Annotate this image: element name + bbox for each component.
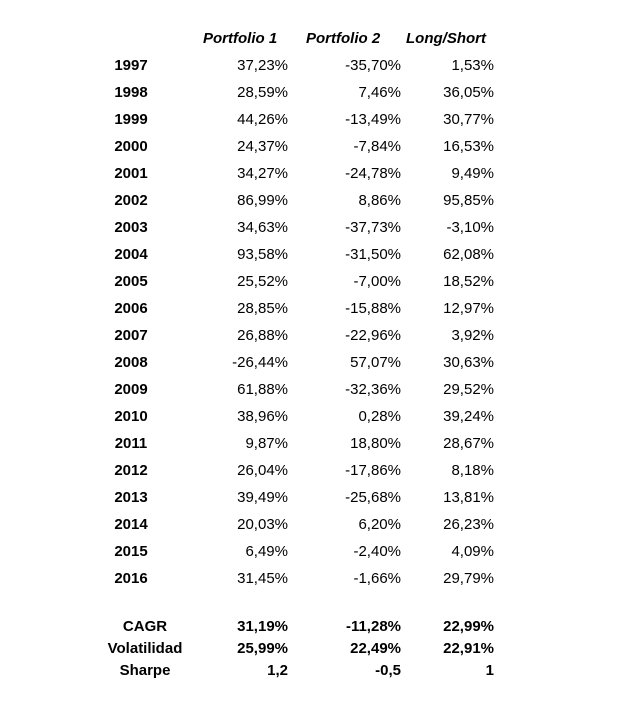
table-row <box>0 570 629 597</box>
portfolio-1-cell: 26,04% <box>237 462 288 479</box>
portfolio-2-cell: -37,73% <box>345 219 401 236</box>
portfolio-2-cell: 6,20% <box>358 516 401 533</box>
year-cell: 2015 <box>114 543 148 560</box>
year-cell: 2000 <box>114 138 148 155</box>
long-short-cell: 13,81% <box>443 489 494 506</box>
year-cell: 2011 <box>114 435 148 452</box>
header-portfolio-2: Portfolio 2 <box>306 30 381 47</box>
portfolio-1-cell: 31,45% <box>237 570 288 587</box>
table-row <box>0 246 629 273</box>
portfolio-2-cell: -35,70% <box>345 57 401 74</box>
portfolio-2-cell: -1,66% <box>353 570 401 587</box>
portfolio-2-cell: -7,84% <box>353 138 401 155</box>
table-row <box>0 138 629 165</box>
table-row <box>0 516 629 543</box>
long-short-cell: 36,05% <box>443 84 494 101</box>
table-header <box>0 30 629 50</box>
table-row <box>0 354 629 381</box>
year-cell: 2014 <box>114 516 148 533</box>
table-row <box>0 57 629 84</box>
table-row <box>0 219 629 246</box>
long-short-cell: 9,49% <box>451 165 494 182</box>
long-short-cell: 30,63% <box>443 354 494 371</box>
portfolio-1-cell: 28,59% <box>237 84 288 101</box>
header-long-short: Long/Short <box>406 30 486 47</box>
summary-long-short: 1 <box>485 662 494 679</box>
long-short-cell: 28,67% <box>443 435 494 452</box>
portfolio-2-cell: -32,36% <box>345 381 401 398</box>
summary-label: CAGR <box>122 618 168 635</box>
table-row <box>0 435 629 462</box>
table-row <box>0 381 629 408</box>
portfolio-2-cell: -15,88% <box>345 300 401 317</box>
table-row <box>0 192 629 219</box>
summary-row <box>0 662 629 684</box>
portfolio-1-cell: 93,58% <box>237 246 288 263</box>
long-short-cell: 3,92% <box>451 327 494 344</box>
summary-portfolio-1: 1,2 <box>267 662 288 679</box>
long-short-cell: 18,52% <box>443 273 494 290</box>
summary-rows <box>0 618 629 684</box>
year-cell: 2002 <box>114 192 148 209</box>
portfolio-1-cell: 24,37% <box>237 138 288 155</box>
long-short-cell: 4,09% <box>451 543 494 560</box>
portfolio-1-cell: 26,88% <box>237 327 288 344</box>
portfolio-1-cell: 61,88% <box>237 381 288 398</box>
portfolio-1-cell: 20,03% <box>237 516 288 533</box>
portfolio-1-cell: -26,44% <box>232 354 288 371</box>
year-cell: 2004 <box>114 246 148 263</box>
year-cell: 2010 <box>114 408 148 425</box>
long-short-cell: 8,18% <box>451 462 494 479</box>
summary-label: Sharpe <box>119 662 171 679</box>
portfolio-1-cell: 39,49% <box>237 489 288 506</box>
summary-portfolio-2: -11,28% <box>345 618 401 635</box>
portfolio-1-cell: 37,23% <box>237 57 288 74</box>
long-short-cell: 12,97% <box>443 300 494 317</box>
year-cell: 2016 <box>114 570 148 587</box>
year-cell: 2013 <box>114 489 148 506</box>
portfolio-1-cell: 86,99% <box>237 192 288 209</box>
portfolio-1-cell: 44,26% <box>237 111 288 128</box>
year-cell: 2003 <box>114 219 148 236</box>
year-cell: 2009 <box>114 381 148 398</box>
long-short-cell: 62,08% <box>443 246 494 263</box>
long-short-cell: -3,10% <box>446 219 494 236</box>
portfolio-2-cell: 8,86% <box>358 192 401 209</box>
portfolio-1-cell: 34,63% <box>237 219 288 236</box>
long-short-cell: 39,24% <box>443 408 494 425</box>
table-row <box>0 165 629 192</box>
portfolio-2-cell: -24,78% <box>345 165 401 182</box>
table-row <box>0 327 629 354</box>
table-row <box>0 408 629 435</box>
year-cell: 2007 <box>114 327 148 344</box>
summary-row <box>0 618 629 640</box>
summary-portfolio-2: -0,5 <box>375 662 401 679</box>
year-cell: 2006 <box>114 300 148 317</box>
year-cell: 1999 <box>114 111 148 128</box>
long-short-cell: 29,79% <box>443 570 494 587</box>
long-short-cell: 16,53% <box>443 138 494 155</box>
long-short-cell: 29,52% <box>443 381 494 398</box>
portfolio-2-cell: 0,28% <box>358 408 401 425</box>
summary-long-short: 22,91% <box>443 640 494 657</box>
portfolio-1-cell: 28,85% <box>237 300 288 317</box>
summary-portfolio-1: 31,19% <box>237 618 288 635</box>
portfolio-2-cell: 7,46% <box>358 84 401 101</box>
long-short-cell: 26,23% <box>443 516 494 533</box>
portfolio-2-cell: -17,86% <box>345 462 401 479</box>
year-cell: 2008 <box>114 354 148 371</box>
portfolio-2-cell: -2,40% <box>353 543 401 560</box>
table-row <box>0 543 629 570</box>
summary-label: Volatilidad <box>107 640 183 657</box>
table-row <box>0 273 629 300</box>
summary-row <box>0 640 629 662</box>
portfolio-1-cell: 9,87% <box>245 435 288 452</box>
portfolio-1-cell: 6,49% <box>245 543 288 560</box>
portfolio-2-cell: 57,07% <box>350 354 401 371</box>
header-portfolio-1: Portfolio 1 <box>203 30 278 47</box>
portfolio-2-cell: -22,96% <box>345 327 401 344</box>
long-short-cell: 30,77% <box>443 111 494 128</box>
portfolio-2-cell: 18,80% <box>350 435 401 452</box>
year-cell: 2012 <box>114 462 148 479</box>
year-cell: 2005 <box>114 273 148 290</box>
table-row <box>0 300 629 327</box>
long-short-cell: 1,53% <box>451 57 494 74</box>
year-cell: 1998 <box>114 84 148 101</box>
portfolio-1-cell: 25,52% <box>237 273 288 290</box>
portfolio-2-cell: -25,68% <box>345 489 401 506</box>
year-cell: 2001 <box>114 165 148 182</box>
table-row <box>0 84 629 111</box>
summary-portfolio-1: 25,99% <box>237 640 288 657</box>
portfolio-2-cell: -7,00% <box>353 273 401 290</box>
long-short-cell: 95,85% <box>443 192 494 209</box>
portfolio-2-cell: -31,50% <box>345 246 401 263</box>
portfolio-1-cell: 34,27% <box>237 165 288 182</box>
portfolio-2-cell: -13,49% <box>345 111 401 128</box>
portfolio-1-cell: 38,96% <box>237 408 288 425</box>
table-row <box>0 111 629 138</box>
summary-long-short: 22,99% <box>443 618 494 635</box>
table-row <box>0 462 629 489</box>
summary-portfolio-2: 22,49% <box>350 640 401 657</box>
table-row <box>0 489 629 516</box>
year-cell: 1997 <box>114 57 148 74</box>
yearly-rows <box>0 57 629 597</box>
